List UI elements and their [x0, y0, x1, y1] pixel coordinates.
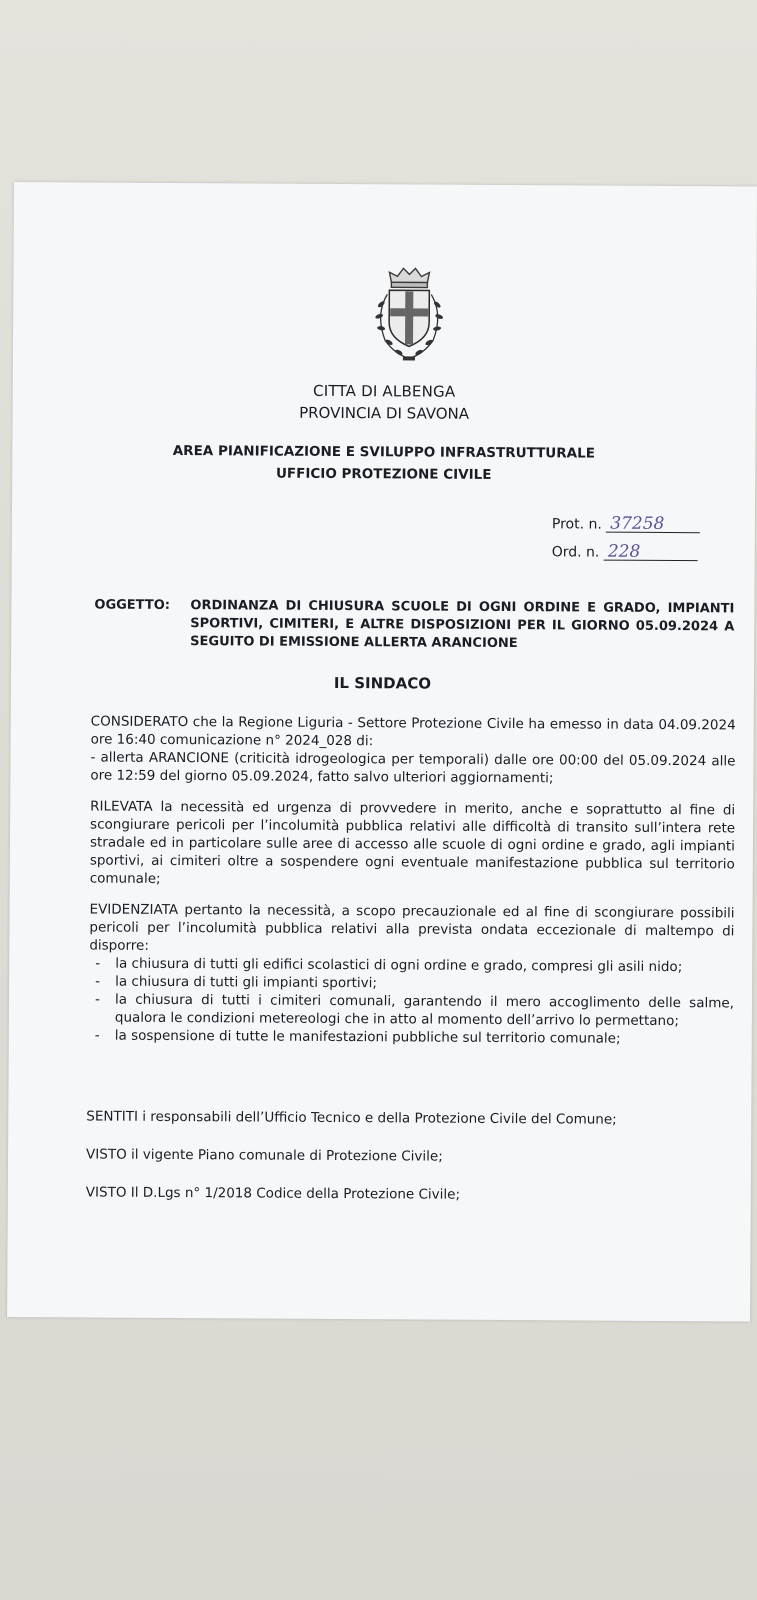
list-item-text: la chiusura di tutti i cimiteri comunali, garantendo il mero accoglimento delle salme, qualora le condizioni metereologi che in atto al momento dell’arrivo lo permettano;: [114, 991, 735, 1030]
disposition-list: [89, 954, 735, 1048]
rilevata-text: RILEVATA la necessità ed urgenza di provvedere in merito, anche e soprattutto al fine di scongiurare pericoli per l’incolumità pubblica relativi alle difficoltà di transito sull’intera rete stradale ed in particolare sulle aree di accesso alle scuole di ogni ordine e grado, agli impianti sportivi, ai cimiteri oltre a sospendere ogni eventuale manifestazione pubblica sul territorio comunale;: [89, 798, 736, 887]
rilevata-paragraph: [90, 797, 736, 891]
subject-block: [94, 596, 734, 654]
list-item-text: la sospensione di tutte le manifestazioni pubbliche sul territorio comunale;: [114, 1027, 621, 1047]
protocol-number: [552, 515, 700, 533]
coat-of-arms-icon: [369, 264, 450, 368]
sentiti-line: SENTITI i responsabili dell’Ufficio Tecnico e della Protezione Civile del Comune;: [86, 1108, 617, 1128]
considerato-text: CONSIDERATO che la Regione Liguria - Settore Protezione Civile ha emesso in data 04.09.2024 ore 16:40 comunicazione n° 2024_028 di:: [90, 713, 736, 750]
protocol-value: 37258: [606, 516, 700, 534]
evidenziata-paragraph: [89, 900, 735, 1048]
subject-text: ORDINANZA DI CHIUSURA SCUOLE DI OGNI ORDINE E GRADO, IMPIANTI SPORTIVI, CIMITERI, E ALTRE DISPOSIZIONI PER IL GIORNO 05.09.2024 A SEGUITO DI EMISSIONE ALLERTA ARANCIONE: [190, 598, 735, 652]
considerato-paragraph: [90, 712, 735, 788]
visto-piano-line: VISTO il vigente Piano comunale di Protezione Civile;: [86, 1146, 443, 1165]
bullet-dash: -: [94, 1027, 100, 1044]
order-label: Ord. n.: [551, 544, 600, 561]
bullet-dash: -: [95, 955, 101, 972]
list-item: [89, 990, 734, 1030]
protocol-label: Prot. n.: [551, 516, 602, 533]
document-page: [7, 182, 757, 1322]
order-value: 228: [604, 544, 698, 562]
province-name: PROVINCIA DI SAVONA: [299, 403, 470, 423]
bullet-dash: -: [94, 991, 100, 1008]
bullet-dash: -: [95, 973, 101, 990]
considerato-item: - allerta ARANCIONE (criticità idrogeologica per temporali) dalle ore 00:00 del 05.09.2024 alle ore 12:59 del giorno 05.09.2024, fatto salvo ulteriori aggiornamenti;: [90, 749, 736, 787]
list-item-text: la chiusura di tutti gli impianti sportivi;: [115, 973, 378, 992]
list-item-text: la chiusura di tutti gli edifici scolastici di ogni ordine e grado, compresi gli asili nido;: [115, 955, 683, 976]
list-item: [89, 1026, 734, 1048]
evidenziata-text: EVIDENZIATA pertanto la necessità, a scopo precauzionale ed al fine di scongiurare possibili pericoli per l’incolumità pubblica relativi alla prevista ondata eccezionale di maltempo di disporre:: [89, 901, 735, 954]
visto-dlgs-line: VISTO Il D.Lgs n° 1/2018 Codice della Protezione Civile;: [85, 1184, 461, 1203]
order-number: [552, 543, 698, 561]
department-office: UFFICIO PROTEZIONE CIVILE: [275, 465, 492, 483]
mayor-heading: IL SINDACO: [333, 673, 432, 693]
city-name: CITTA DI ALBENGA: [313, 381, 456, 401]
department-area: AREA PIANIFICAZIONE E SVILUPPO INFRASTRUTTURALE: [172, 442, 596, 462]
subject-label: OGGETTO:: [94, 597, 171, 613]
